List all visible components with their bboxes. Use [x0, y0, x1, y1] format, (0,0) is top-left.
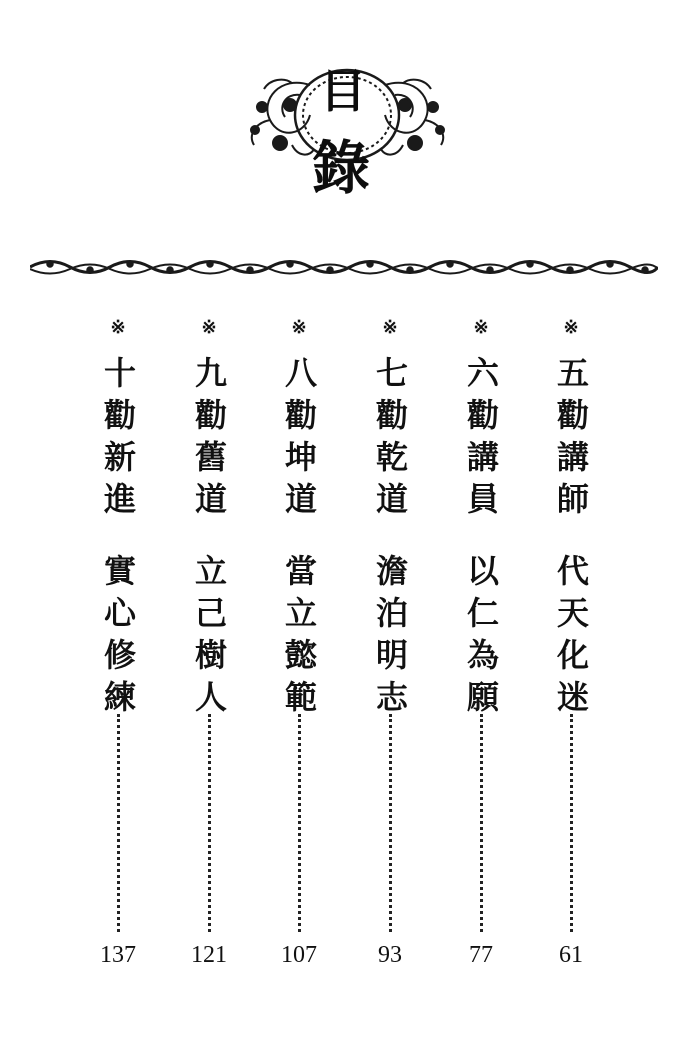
dot-leader	[298, 714, 301, 932]
heading-first-char: 目	[320, 64, 366, 118]
page-number: 121	[191, 942, 227, 968]
asterism-marker: ※	[473, 317, 489, 338]
asterism-marker: ※	[110, 317, 126, 338]
page-number: 61	[559, 942, 583, 968]
toc-entry-5[interactable]	[546, 318, 596, 988]
toc-entry-9[interactable]	[184, 318, 234, 988]
floral-divider	[30, 254, 658, 280]
chapter-subtitle: 以仁為願	[462, 554, 500, 722]
toc-entry-8[interactable]	[274, 318, 324, 988]
asterism-marker: ※	[382, 317, 398, 338]
page-number: 107	[281, 942, 317, 968]
chapter-title: 五勸講師	[552, 356, 590, 524]
chapter-title: 十勸新進	[99, 356, 137, 524]
contents-heading	[240, 45, 455, 202]
chapter-subtitle: 代天化迷	[552, 554, 590, 722]
toc-entry-10[interactable]	[93, 318, 143, 988]
chapter-subtitle: 澹泊明志	[371, 554, 409, 722]
page-number: 93	[378, 942, 402, 968]
dot-leader	[117, 714, 120, 932]
page-number: 137	[100, 942, 136, 968]
dot-leader	[480, 714, 483, 932]
chapter-title: 九勸舊道	[190, 356, 228, 524]
chapter-title: 六勸講員	[462, 356, 500, 524]
dot-leader	[389, 714, 392, 932]
chapter-subtitle: 實心修練	[99, 554, 137, 722]
asterism-marker: ※	[563, 317, 579, 338]
toc-entry-6[interactable]	[456, 318, 506, 988]
asterism-marker: ※	[291, 317, 307, 338]
heading-second-char: 錄	[312, 134, 371, 202]
dot-leader	[570, 714, 573, 932]
chapter-title: 七勸乾道	[371, 356, 409, 524]
dot-leader	[208, 714, 211, 932]
toc-entry-7[interactable]	[365, 318, 415, 988]
chapter-subtitle: 當立懿範	[280, 554, 318, 722]
chapter-subtitle: 立己樹人	[190, 554, 228, 722]
asterism-marker: ※	[201, 317, 217, 338]
page-number: 77	[469, 942, 493, 968]
chapter-title: 八勸坤道	[280, 356, 318, 524]
